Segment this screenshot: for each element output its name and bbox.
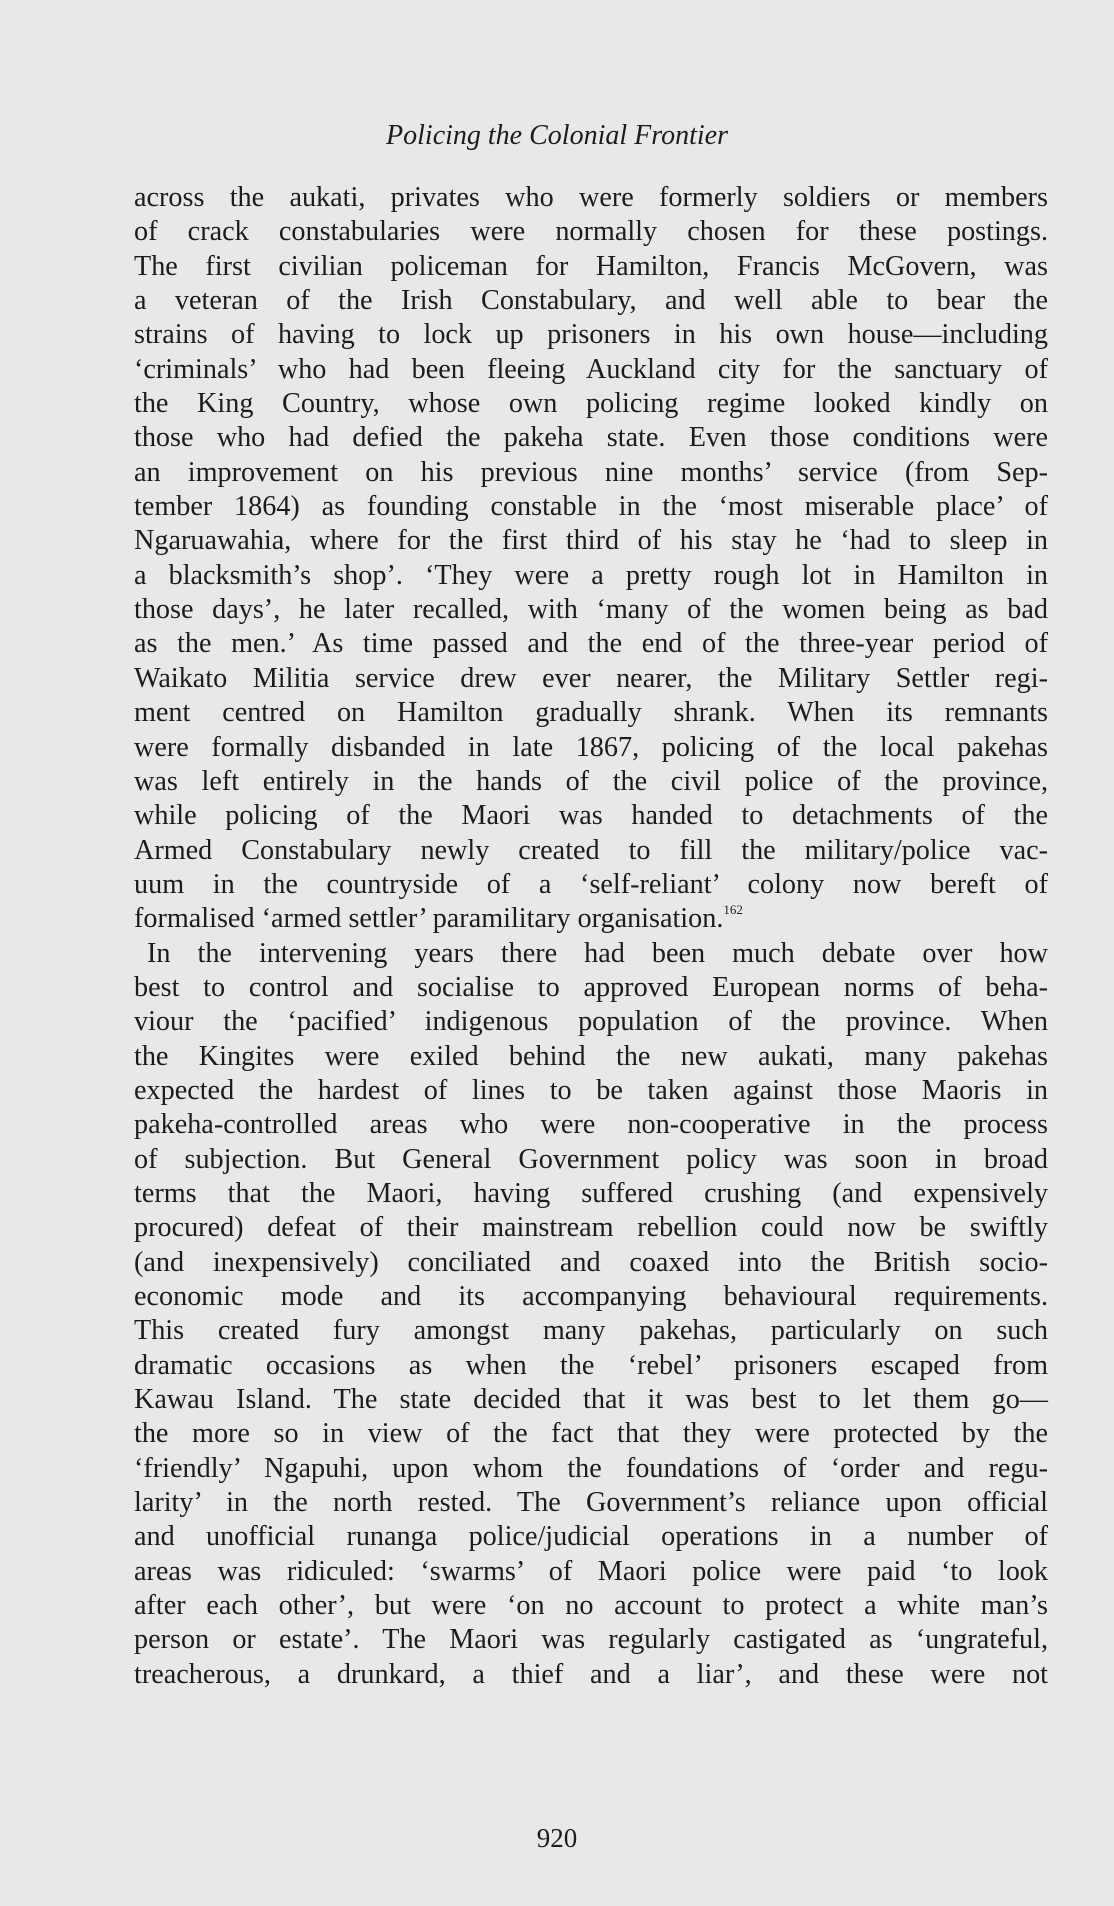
text-line: the Kingites were exiled behind the new aukati, many pakehas [134, 1040, 1048, 1072]
text-line: while policing of the Maori was handed to detachments of the [134, 800, 1048, 832]
text-line: of subjection. But General Government policy was soon in broad [134, 1143, 1048, 1175]
text-line: procured) defeat of their mainstream rebellion could now be swiftly [134, 1212, 1048, 1244]
text-line: as the men.’ As time passed and the end of the three-year period of [134, 628, 1048, 660]
paragraph-2 [134, 937, 1048, 1693]
text-line: uum in the countryside of a ‘self-reliant’ colony now bereft of [134, 868, 1048, 900]
text-line: tember 1864) as founding constable in the ‘most miserable place’ of [134, 491, 1048, 523]
text-line: strains of having to lock up prisoners in his own house—including [134, 319, 1048, 351]
text-line: Kawau Island. The state decided that it was best to let them go— [134, 1384, 1048, 1416]
text-line-last [134, 902, 1048, 936]
text-line: expected the hardest of lines to be taken against those Maoris in [134, 1074, 1048, 1106]
text-line: pakeha-controlled areas who were non-cooperative in the process [134, 1109, 1048, 1141]
paragraph-1 [134, 181, 1048, 937]
body-text [134, 181, 1048, 1692]
text-line: across the aukati, privates who were formerly soldiers or members [134, 182, 1048, 213]
text-line: The first civilian policeman for Hamilton, Francis McGovern, was [134, 250, 1048, 282]
text-line: person or estate’. The Maori was regularly castigated as ‘ungrateful, [134, 1624, 1048, 1656]
text-line: larity’ in the north rested. The Government’s reliance upon official [134, 1487, 1048, 1519]
text-line: the more so in view of the fact that they were protected by the [134, 1418, 1048, 1450]
text-line: a blacksmith’s shop’. ‘They were a pretty rough lot in Hamilton in [134, 559, 1048, 591]
footnote-reference[interactable]: 162 [723, 902, 743, 918]
text-line: was left entirely in the hands of the civil police of the province, [134, 765, 1048, 797]
text-line: viour the ‘pacified’ indigenous population of the province. When [134, 1006, 1048, 1038]
text-line: ment centred on Hamilton gradually shrank. When its remnants [134, 697, 1048, 729]
text-line: economic mode and its accompanying behavioural requirements. [134, 1281, 1048, 1312]
text-line: Ngaruawahia, where for the first third of his stay he ‘had to sleep in [134, 525, 1048, 557]
text-line: ‘criminals’ who had been fleeing Auckland city for the sanctuary of [134, 353, 1048, 385]
text-line: best to control and socialise to approved European norms of beha- [134, 971, 1048, 1003]
text-line: ‘friendly’ Ngapuhi, upon whom the foundations of ‘order and regu- [134, 1452, 1048, 1484]
text-line: those who had defied the pakeha state. Even those conditions were [134, 422, 1048, 454]
text-line: those days’, he later recalled, with ‘many of the women being as bad [134, 594, 1048, 626]
text-line-indented: In the intervening years there had been much debate over how [147, 937, 1048, 969]
text-line: dramatic occasions as when the ‘rebel’ prisoners escaped from [134, 1349, 1048, 1381]
text-line: an improvement on his previous nine months’ service (from Sep- [134, 456, 1048, 488]
text-line: after each other’, but were ‘on no account to protect a white man’s [134, 1590, 1048, 1622]
text-line: and unofficial runanga police/judicial operations in a number of [134, 1521, 1048, 1553]
text-line: the King Country, whose own policing regime looked kindly on [134, 388, 1048, 420]
text-line: This created fury amongst many pakehas, particularly on such [134, 1315, 1048, 1347]
page-number: 920 [536, 1823, 578, 1853]
text-line: areas was ridiculed: ‘swarms’ of Maori police were paid ‘to look [134, 1555, 1048, 1587]
text-line: (and inexpensively) conciliated and coaxed into the British socio- [134, 1246, 1048, 1278]
text-line: terms that the Maori, having suffered crushing (and expensively [134, 1177, 1048, 1209]
text-line: Waikato Militia service drew ever nearer, the Military Settler regi- [134, 662, 1048, 694]
running-head: Policing the Colonial Frontier [386, 120, 728, 151]
text-line-content: formalised ‘armed settler’ paramilitary organisation. [134, 903, 724, 935]
text-line: Armed Constabulary newly created to fill the military/police vac- [134, 834, 1048, 866]
text-line: of crack constabularies were normally chosen for these postings. [134, 216, 1048, 248]
text-line: were formally disbanded in late 1867, policing of the local pakehas [134, 731, 1048, 763]
text-line: treacherous, a drunkard, a thief and a liar’, and these were not [134, 1658, 1048, 1690]
text-line: a veteran of the Irish Constabulary, and well able to bear the [134, 285, 1048, 317]
